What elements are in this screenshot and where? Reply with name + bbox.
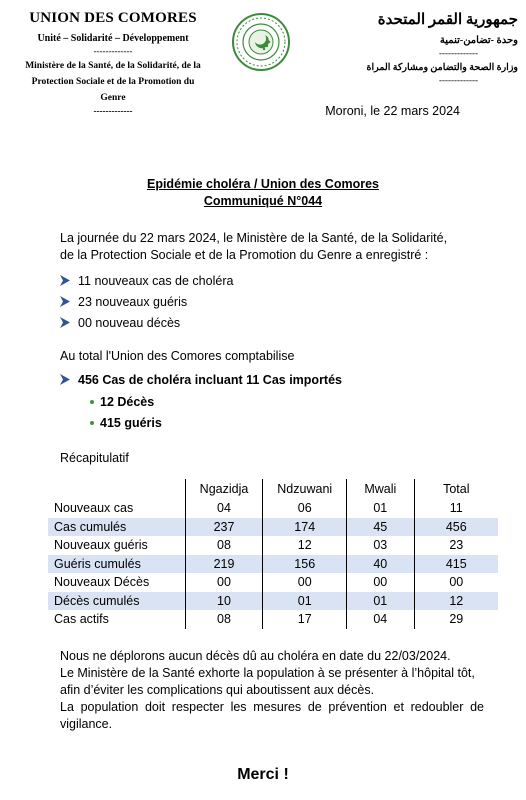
ministry-line: Ministère de la Santé, de la Solidarité, de la <box>25 61 201 71</box>
table-cell: 01 <box>347 499 414 518</box>
list-item <box>60 291 233 312</box>
row-label: Décès cumulés <box>48 592 185 611</box>
table-row <box>48 555 498 574</box>
motto-ar: وحدة -تضامن-تنمية <box>439 35 518 46</box>
arrow-bullet-icon <box>60 317 70 328</box>
new-deaths-text: 00 nouveau décès <box>78 315 181 330</box>
table-cell: 456 <box>414 518 498 537</box>
country-name-ar: جمهورية القمر المتحدة <box>377 12 518 28</box>
total-cases-item <box>60 369 342 390</box>
table-cell: 04 <box>347 610 414 629</box>
list-item <box>90 391 162 412</box>
table-row <box>48 499 498 518</box>
table-cell: 01 <box>263 592 347 611</box>
table-cell: 00 <box>263 573 347 592</box>
document-date: Moroni, le 22 mars 2024 <box>325 104 460 118</box>
country-name-fr: UNION DES COMORES <box>29 10 197 26</box>
divider-dashes: ------------- <box>93 106 133 116</box>
table-header-row <box>48 479 498 499</box>
merci-text: Merci ! <box>237 766 289 783</box>
national-seal-icon <box>231 12 291 72</box>
table-header-cell: Mwali <box>347 479 414 499</box>
title-line: Epidémie choléra / Union des Comores <box>146 177 379 191</box>
closing-line: La population doit respecter les mesures de prévention et redoubler de <box>60 700 484 714</box>
table-cell: 00 <box>347 573 414 592</box>
table-header-cell: Total <box>414 479 498 499</box>
intro-line: La journée du 22 mars 2024, le Ministère de la Santé, de la Solidarité, <box>60 231 448 245</box>
table-cell: 08 <box>185 610 263 629</box>
total-cases-text: 456 Cas de choléra incluant 11 Cas importés <box>78 372 343 387</box>
table-cell: 17 <box>263 610 347 629</box>
table-cell: 00 <box>185 573 263 592</box>
ministry-line: Genre <box>100 93 126 103</box>
closing-line: afin d’éviter les complications qui aboutissent aux décès. <box>60 683 375 697</box>
table-cell: 40 <box>347 555 414 574</box>
divider-dashes: ------------- <box>439 48 478 58</box>
row-label: Nouveaux cas <box>54 501 134 516</box>
table-cell: 06 <box>263 499 347 518</box>
table-header-cell: Ngazidja <box>185 479 263 499</box>
intro-paragraph <box>60 230 480 264</box>
intro-line: de la Protection Sociale et de la Promotion du Genre a enregistré : <box>60 248 429 262</box>
table-row <box>48 536 498 555</box>
table-cell: 12 <box>263 536 347 555</box>
communique-number: Communiqué N°044 <box>203 194 323 208</box>
table-cell: 23 <box>414 536 498 555</box>
table-row <box>48 573 498 592</box>
table-cell: 04 <box>185 499 263 518</box>
table-row <box>48 610 498 629</box>
daily-figures-list <box>60 270 233 333</box>
row-label: Nouveaux Décès <box>54 575 150 590</box>
table-row <box>48 592 498 611</box>
table-row <box>48 518 498 537</box>
closing-paragraph <box>60 648 484 733</box>
table-cell: 237 <box>185 518 263 537</box>
divider-dashes: ------------- <box>93 46 133 56</box>
table-cell: 03 <box>347 536 414 555</box>
table-cell: 10 <box>185 592 263 611</box>
row-label: Guéris cumulés <box>48 555 185 574</box>
motto-fr: Unité – Solidarité – Développement <box>37 33 189 44</box>
total-deaths-text: 12 Décès <box>100 394 155 409</box>
table-cell: 08 <box>185 536 263 555</box>
recap-label: Récapitulatif <box>60 451 129 465</box>
new-cases-text: 11 nouveaux cas de choléra <box>78 273 234 288</box>
table-cell: 11 <box>414 499 498 518</box>
header-left <box>8 10 218 116</box>
dot-bullet-icon <box>90 400 94 404</box>
table-cell: 415 <box>414 555 498 574</box>
table-cell: 45 <box>347 518 414 537</box>
table-cell: 174 <box>263 518 347 537</box>
table-cell: 156 <box>263 555 347 574</box>
table-cell: 01 <box>347 592 414 611</box>
table-cell: 12 <box>414 592 498 611</box>
list-item <box>90 412 162 433</box>
list-item <box>60 270 233 291</box>
table-cell: 219 <box>185 555 263 574</box>
table-header-cell: Ndzuwani <box>263 479 347 499</box>
arrow-bullet-icon <box>60 296 70 307</box>
closing-line: Le Ministère de la Santé exhorte la population à se présenter à l’hôpital tôt, <box>60 666 475 680</box>
new-recovered-text: 23 nouveaux guéris <box>78 294 188 309</box>
closing-line: Nous ne déplorons aucun décès dû au choléra en date du 22/03/2024. <box>60 649 451 663</box>
ministry-name-fr <box>8 58 218 106</box>
recap-table <box>48 479 498 629</box>
table-header-cell <box>48 479 185 499</box>
row-label: Nouveaux guéris <box>54 538 148 553</box>
closing-line: vigilance. <box>60 717 113 731</box>
arrow-bullet-icon <box>60 275 70 286</box>
ministry-name-ar: وزارة الصحة والتضامن ومشاركة المراة <box>366 63 518 73</box>
dot-bullet-icon <box>90 421 94 425</box>
divider-dashes: ------------- <box>439 75 478 85</box>
total-intro: Au total l'Union des Comores comptabilise <box>60 349 295 363</box>
total-recovered-text: 415 guéris <box>100 415 162 430</box>
row-label: Cas cumulés <box>48 518 185 537</box>
list-item <box>60 312 233 333</box>
table-cell: 00 <box>414 573 498 592</box>
document-title <box>0 176 526 210</box>
table-cell: 29 <box>414 610 498 629</box>
arrow-bullet-icon <box>60 374 70 385</box>
ministry-line: Protection Sociale et de la Promotion du <box>31 77 195 87</box>
total-sub-list <box>90 391 162 433</box>
header-right <box>330 10 518 85</box>
row-label: Cas actifs <box>54 612 109 627</box>
